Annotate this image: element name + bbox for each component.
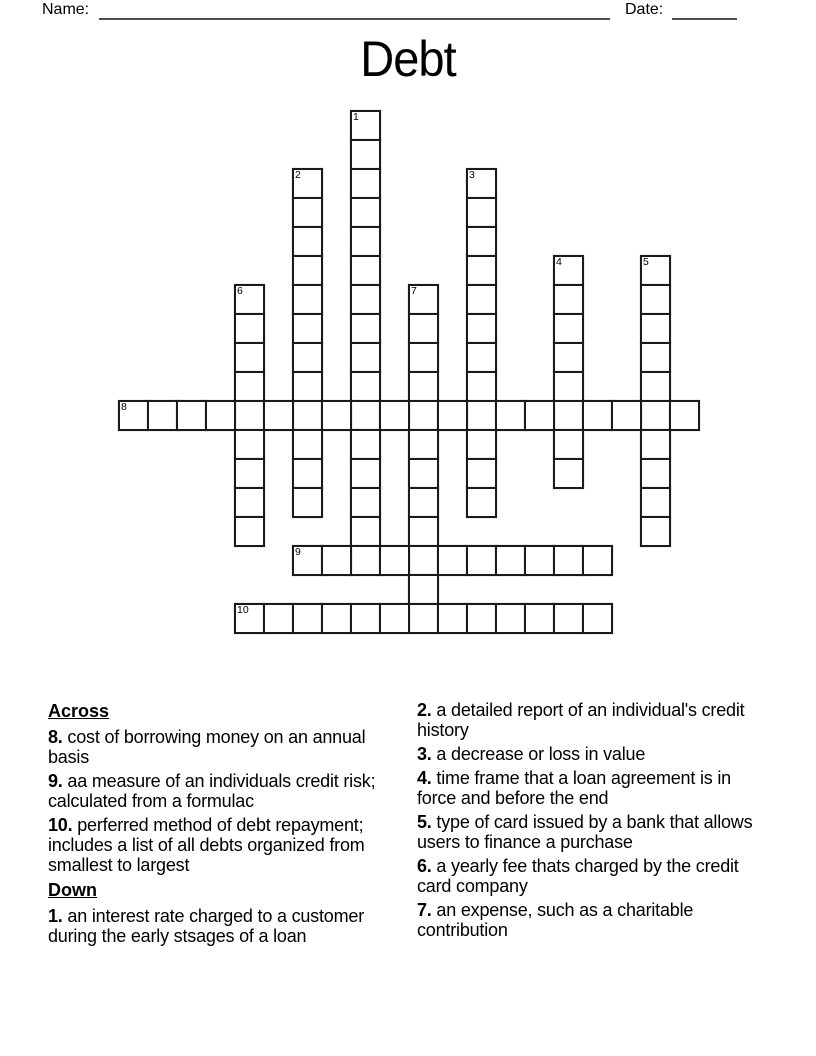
down-heading: Down: [48, 880, 97, 900]
grid-cell[interactable]: [466, 313, 497, 344]
grid-cell[interactable]: [292, 284, 323, 315]
clue-number: 5: [643, 256, 649, 268]
down-clue-list-rest: [417, 700, 762, 940]
grid-cell[interactable]: [466, 342, 497, 373]
grid-cell[interactable]: [640, 429, 671, 460]
grid-cell[interactable]: [292, 458, 323, 489]
grid-cell[interactable]: [553, 313, 584, 344]
clue-item-number: 8.: [48, 727, 63, 747]
grid-cell[interactable]: [408, 284, 439, 315]
clue-item-number: 10.: [48, 815, 73, 835]
grid-cell[interactable]: [408, 458, 439, 489]
clue-item-number: 9.: [48, 771, 63, 791]
clues-section: [48, 700, 770, 950]
grid-cell[interactable]: [292, 168, 323, 199]
grid-cell[interactable]: [437, 603, 468, 634]
grid-cell[interactable]: [408, 603, 439, 634]
grid-cell[interactable]: [350, 516, 381, 547]
grid-cell[interactable]: [350, 342, 381, 373]
grid-cell[interactable]: [263, 400, 294, 431]
grid-cell[interactable]: [408, 487, 439, 518]
grid-cell[interactable]: [379, 545, 410, 576]
clue-item: 7. an expense, such as a charitable contribution: [417, 900, 694, 940]
date-label: Date:: [625, 1, 664, 18]
grid-cell[interactable]: [553, 458, 584, 489]
grid-cell[interactable]: [466, 400, 497, 431]
clue-item: 5. type of card issued by a bank that allows users to finance a purchase: [417, 812, 753, 852]
date-blank-line: [672, 18, 737, 20]
crossword-grid: [118, 110, 700, 634]
grid-cell[interactable]: [350, 313, 381, 344]
clue-item: 8. cost of borrowing money on an annual basis: [48, 727, 366, 767]
grid-cell[interactable]: [350, 400, 381, 431]
grid-cell[interactable]: [321, 400, 352, 431]
grid-cell[interactable]: [495, 603, 526, 634]
grid-cell[interactable]: [524, 545, 555, 576]
clue-item: 10. perferred method of debt repayment; includes a list of all debts organized from smallest to largest: [48, 815, 365, 875]
grid-cell[interactable]: [640, 516, 671, 547]
grid-cell[interactable]: [553, 603, 584, 634]
grid-cell[interactable]: [466, 603, 497, 634]
clue-item-number: 4.: [417, 768, 432, 788]
grid-cell[interactable]: [466, 168, 497, 199]
clue-item-number: 7.: [417, 900, 432, 920]
grid-cell[interactable]: [379, 400, 410, 431]
grid-cell[interactable]: [234, 371, 265, 402]
grid-cell[interactable]: [437, 545, 468, 576]
clue-item: 4. time frame that a loan agreement is in force and before the end: [417, 768, 731, 808]
clue-item: 2. a detailed report of an individual's credit history: [417, 700, 745, 740]
grid-cell[interactable]: [292, 400, 323, 431]
grid-cell[interactable]: [147, 400, 178, 431]
name-label: Name:: [42, 1, 90, 18]
grid-cell[interactable]: [350, 545, 381, 576]
grid-cell[interactable]: [553, 400, 584, 431]
grid-cell[interactable]: [466, 197, 497, 228]
clue-item-number: 1.: [48, 906, 63, 926]
grid-cell[interactable]: [234, 429, 265, 460]
grid-cell[interactable]: [350, 226, 381, 257]
grid-cell[interactable]: [466, 284, 497, 315]
clue-number: 7: [411, 285, 417, 297]
clue-item: 9. aa measure of an individuals credit risk; calculated from a formulac: [48, 771, 376, 811]
grid-cell[interactable]: [350, 371, 381, 402]
grid-cell[interactable]: [582, 603, 613, 634]
grid-cell[interactable]: [350, 139, 381, 170]
grid-cell[interactable]: [379, 603, 410, 634]
grid-cell[interactable]: [176, 400, 207, 431]
grid-cell[interactable]: [553, 255, 584, 286]
grid-cell[interactable]: [466, 429, 497, 460]
grid-cell[interactable]: [408, 574, 439, 605]
grid-cell[interactable]: [640, 284, 671, 315]
grid-cell[interactable]: [466, 226, 497, 257]
clue-item: 3. a decrease or loss in value: [417, 744, 646, 764]
grid-cell[interactable]: [553, 429, 584, 460]
grid-cell[interactable]: [350, 603, 381, 634]
clue-item-number: 6.: [417, 856, 432, 876]
clue-number: 8: [121, 401, 127, 413]
grid-cell[interactable]: [350, 487, 381, 518]
grid-cell[interactable]: [408, 342, 439, 373]
down-clue-list-first: [48, 906, 401, 946]
grid-cell[interactable]: [408, 545, 439, 576]
grid-cell[interactable]: [350, 168, 381, 199]
grid-cell[interactable]: [292, 255, 323, 286]
clue-number: 9: [295, 546, 301, 558]
grid-cell[interactable]: [466, 545, 497, 576]
grid-cell[interactable]: [292, 487, 323, 518]
grid-cell[interactable]: [292, 197, 323, 228]
grid-cell[interactable]: [466, 487, 497, 518]
grid-cell[interactable]: [292, 371, 323, 402]
grid-cell[interactable]: [669, 400, 700, 431]
grid-cell[interactable]: [640, 255, 671, 286]
clue-item: 1. an interest rate charged to a customer during the early stsages of a loan: [48, 906, 364, 946]
grid-cell[interactable]: [437, 400, 468, 431]
grid-cell[interactable]: [234, 487, 265, 518]
clue-item-number: 3.: [417, 744, 432, 764]
clue-number: 10: [237, 604, 249, 616]
clue-number: 2: [295, 169, 301, 181]
grid-cell[interactable]: [350, 458, 381, 489]
grid-cell[interactable]: [205, 400, 236, 431]
grid-cell[interactable]: [350, 255, 381, 286]
grid-cell[interactable]: [524, 603, 555, 634]
grid-cell[interactable]: [553, 371, 584, 402]
grid-cell[interactable]: [350, 197, 381, 228]
grid-cell[interactable]: [292, 603, 323, 634]
grid-cell[interactable]: [408, 371, 439, 402]
grid-cell[interactable]: [408, 516, 439, 547]
grid-cell[interactable]: [640, 400, 671, 431]
grid-cell[interactable]: [321, 603, 352, 634]
grid-cell[interactable]: [640, 342, 671, 373]
grid-cell[interactable]: [553, 342, 584, 373]
grid-cell[interactable]: [495, 400, 526, 431]
grid-cell[interactable]: [292, 545, 323, 576]
grid-cell[interactable]: [408, 429, 439, 460]
grid-cell[interactable]: [553, 284, 584, 315]
grid-cell[interactable]: [640, 371, 671, 402]
clues-right-column: [417, 700, 762, 950]
grid-cell[interactable]: [321, 545, 352, 576]
grid-cell[interactable]: [292, 313, 323, 344]
grid-cell[interactable]: [350, 284, 381, 315]
grid-cell[interactable]: [234, 342, 265, 373]
grid-cell[interactable]: [640, 313, 671, 344]
grid-cell[interactable]: [553, 545, 584, 576]
grid-cell[interactable]: [292, 226, 323, 257]
name-blank-line: [99, 18, 610, 20]
grid-cell[interactable]: [350, 110, 381, 141]
grid-cell[interactable]: [292, 429, 323, 460]
clue-number: 4: [556, 256, 562, 268]
clue-number: 6: [237, 285, 243, 297]
grid-cell[interactable]: [350, 429, 381, 460]
clue-item-number: 5.: [417, 812, 432, 832]
grid-cell[interactable]: [234, 458, 265, 489]
puzzle-title: Debt: [360, 31, 456, 87]
grid-cell[interactable]: [408, 400, 439, 431]
grid-cell[interactable]: [466, 458, 497, 489]
grid-cell[interactable]: [234, 400, 265, 431]
grid-cell[interactable]: [640, 458, 671, 489]
grid-cell[interactable]: [495, 545, 526, 576]
clue-number: 1: [353, 111, 359, 123]
grid-cell[interactable]: [611, 400, 642, 431]
grid-cell[interactable]: [524, 400, 555, 431]
across-heading: Across: [48, 701, 110, 721]
grid-cell[interactable]: [582, 400, 613, 431]
grid-cell[interactable]: [640, 487, 671, 518]
clue-item-number: 2.: [417, 700, 432, 720]
grid-cell[interactable]: [466, 371, 497, 402]
grid-cell[interactable]: [466, 255, 497, 286]
clue-number: 3: [469, 169, 475, 181]
grid-cell[interactable]: [582, 545, 613, 576]
grid-cell[interactable]: [263, 603, 294, 634]
grid-cell[interactable]: [118, 400, 149, 431]
clue-item: 6. a yearly fee thats charged by the credit card company: [417, 856, 739, 896]
across-clue-list: [48, 727, 401, 875]
clues-left-column: [48, 700, 401, 950]
grid-cell[interactable]: [292, 342, 323, 373]
grid-cell[interactable]: [234, 516, 265, 547]
grid-cell[interactable]: [234, 284, 265, 315]
grid-cell[interactable]: [234, 313, 265, 344]
grid-cell[interactable]: [234, 603, 265, 634]
grid-cell[interactable]: [408, 313, 439, 344]
